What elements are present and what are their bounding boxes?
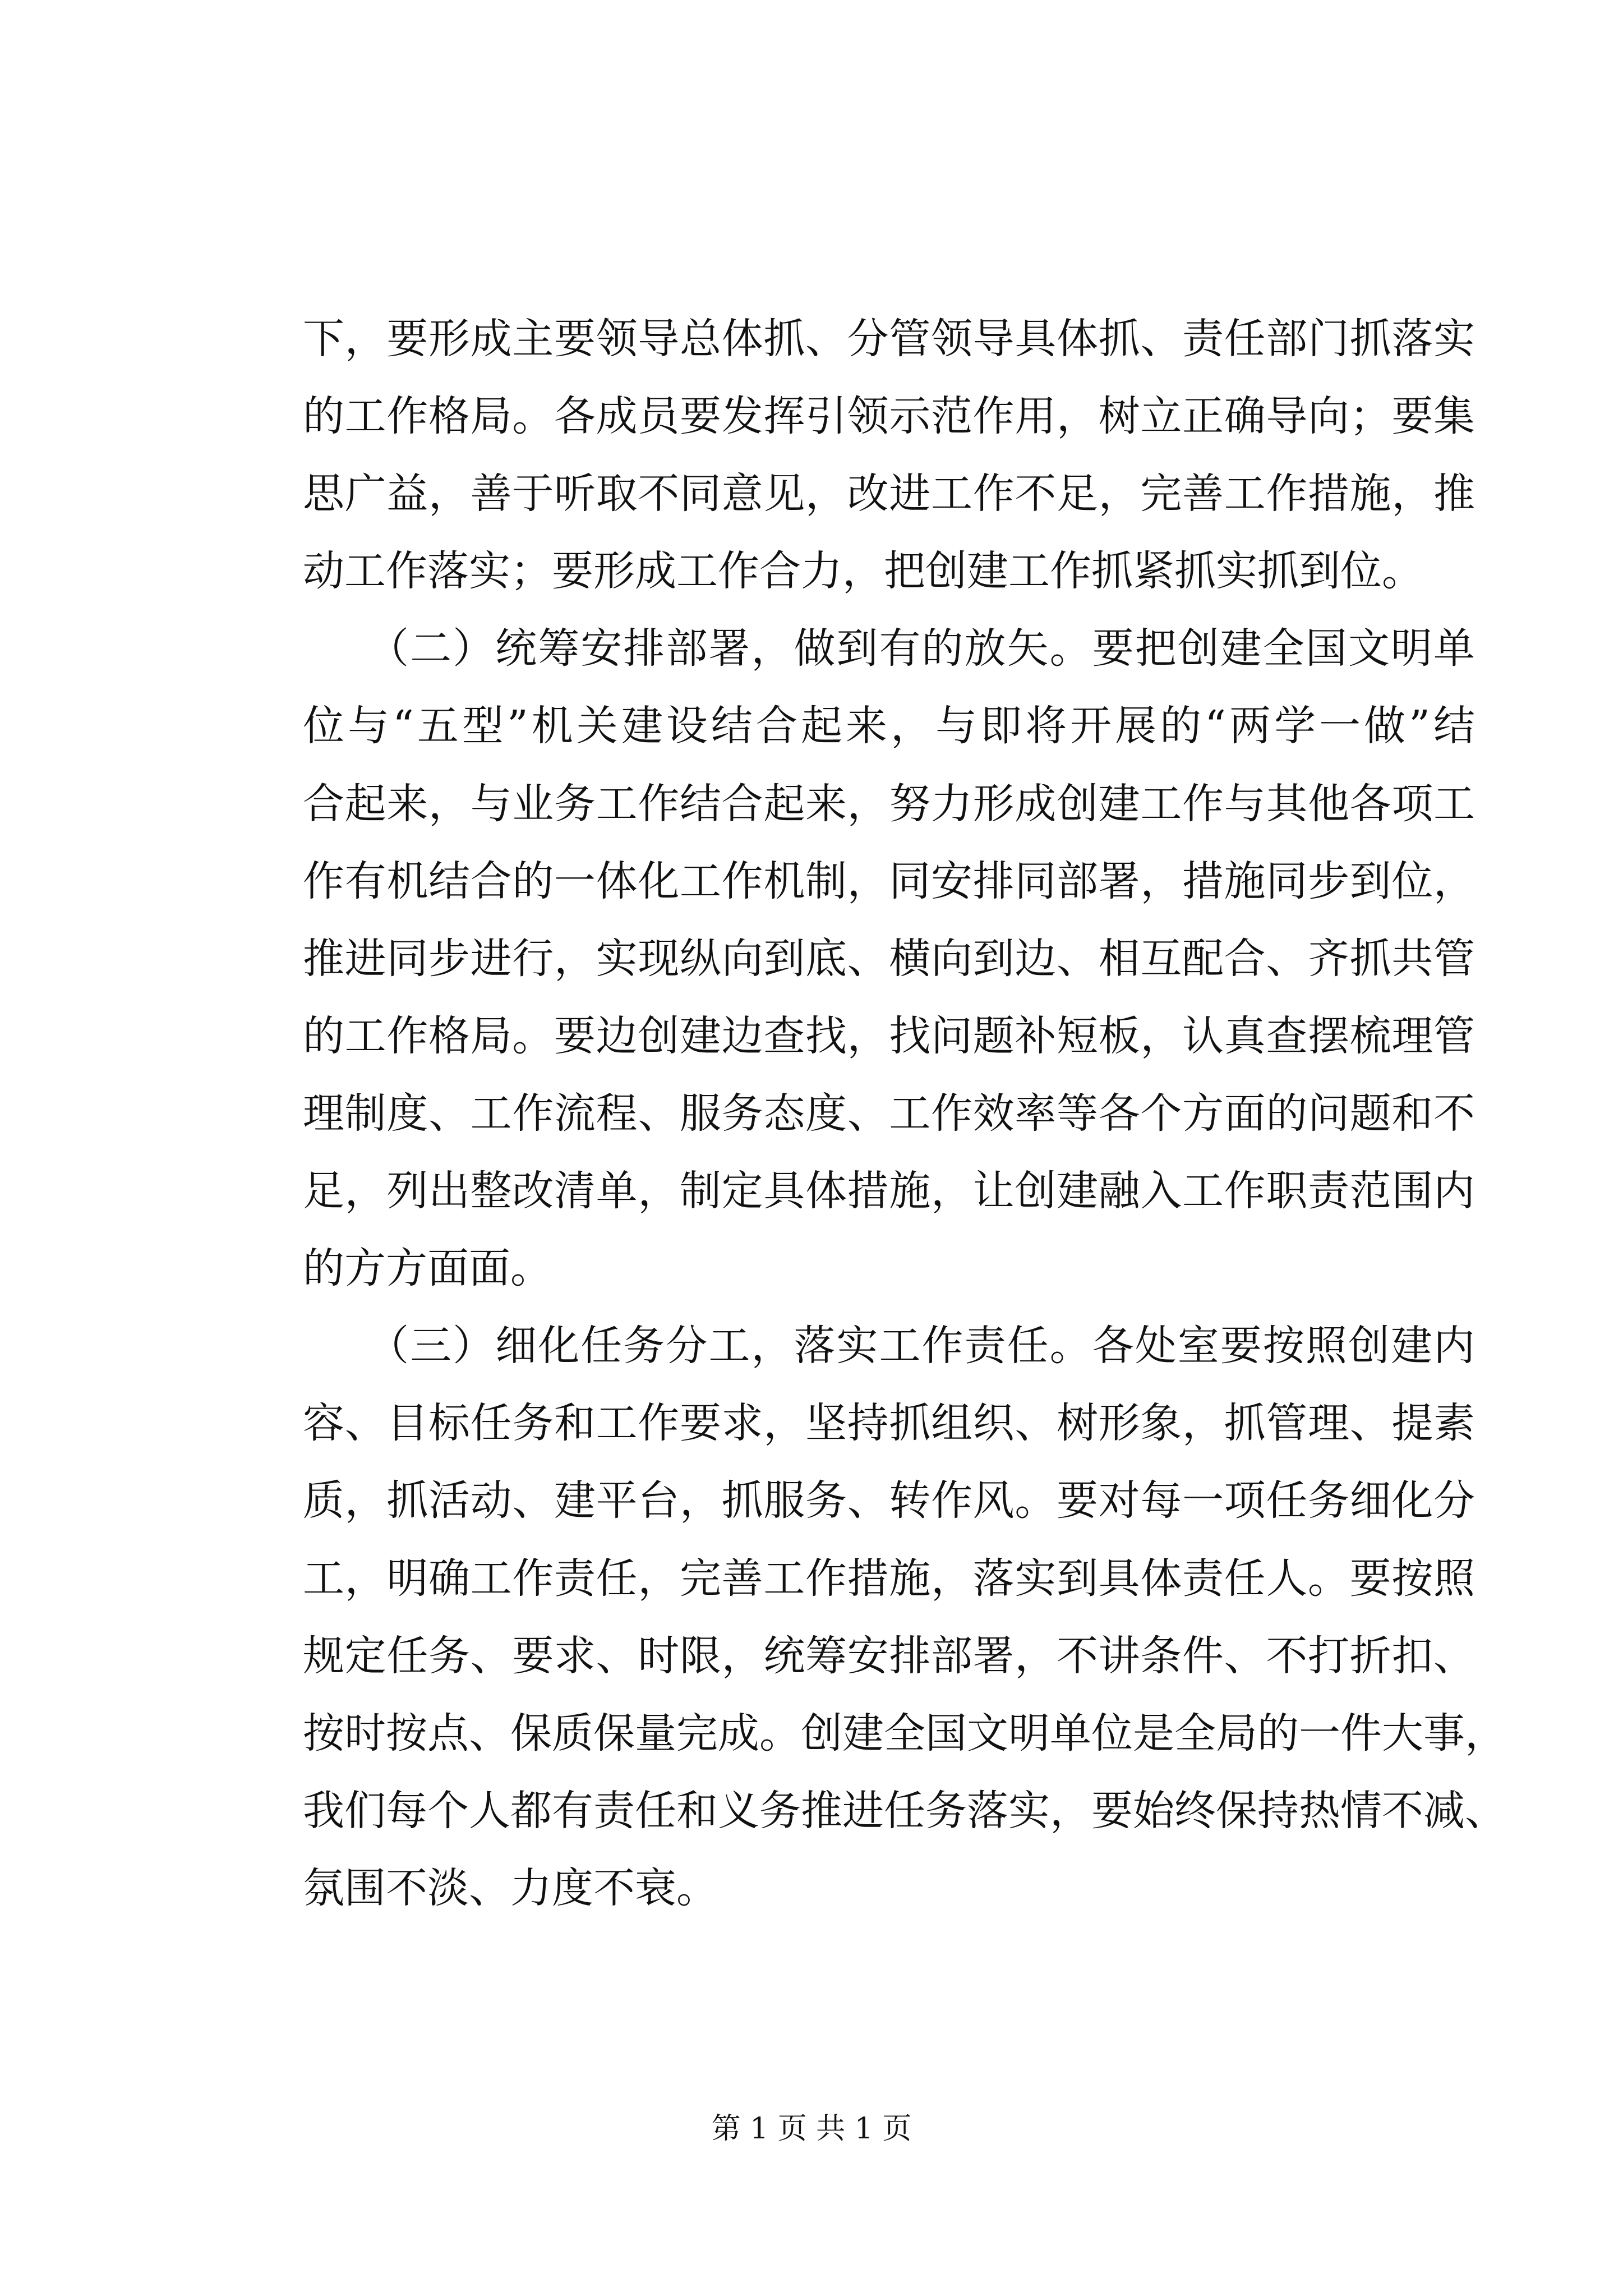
- text-line: 思广益，善于听取不同意见，改进工作不足，完善工作措施，推: [303, 470, 1475, 518]
- text-line: 容、目标任务和工作要求，坚持抓组织、树形象，抓管理、提素: [303, 1399, 1475, 1448]
- text-line: 我们每个人都有责任和义务推进任务落实，要始终保持热情不减、: [303, 1786, 1506, 1835]
- text-line: 足，列出整改清单，制定具体措施，让创建融入工作职责范围内: [303, 1167, 1475, 1216]
- text-line: 规定任务、要求、时限，统筹安排部署，不讲条件、不打折扣、: [303, 1631, 1475, 1680]
- text-line: （二）统筹安排部署，做到有的放矢。要把创建全国文明单: [303, 624, 1475, 673]
- text-line: 质，抓活动、建平台，抓服务、转作风。要对每一项任务细化分: [303, 1476, 1475, 1525]
- text-line: 下，要形成主要领导总体抓、分管领导具体抓、责任部门抓落实: [303, 315, 1475, 363]
- page-number: 第 1 页 共 1 页: [711, 2112, 912, 2146]
- document-body: [303, 300, 1506, 1927]
- text-line: 位与“五型”机关建设结合起来，与即将开展的“两学一做”结: [303, 702, 1475, 751]
- text-line: 的工作格局。要边创建边查找，找问题补短板，认真查摆梳理管: [303, 1011, 1475, 1060]
- text-line: 的方方面面。: [303, 1244, 552, 1293]
- text-line: 的工作格局。各成员要发挥引领示范作用，树立正确导向；要集: [303, 392, 1475, 441]
- text-line: 理制度、工作流程、服务态度、工作效率等各个方面的问题和不: [303, 1089, 1475, 1138]
- text-line: 动工作落实；要形成工作合力，把创建工作抓紧抓实抓到位。: [303, 547, 1423, 596]
- text-line: 按时按点、保质保量完成。创建全国文明单位是全局的一件大事，: [303, 1709, 1506, 1757]
- text-line: 工，明确工作责任，完善工作措施，落实到具体责任人。要按照: [303, 1554, 1475, 1603]
- text-line: 氛围不淡、力度不衰。: [303, 1864, 718, 1912]
- text-line: 作有机结合的一体化工作机制，同安排同部署，措施同步到位，: [303, 857, 1475, 905]
- text-line: 推进同步进行，实现纵向到底、横向到边、相互配合、齐抓共管: [303, 934, 1475, 983]
- text-line: 合起来，与业务工作结合起来，努力形成创建工作与其他各项工: [303, 779, 1475, 828]
- text-line: （三）细化任务分工，落实工作责任。各处室要按照创建内: [303, 1322, 1475, 1370]
